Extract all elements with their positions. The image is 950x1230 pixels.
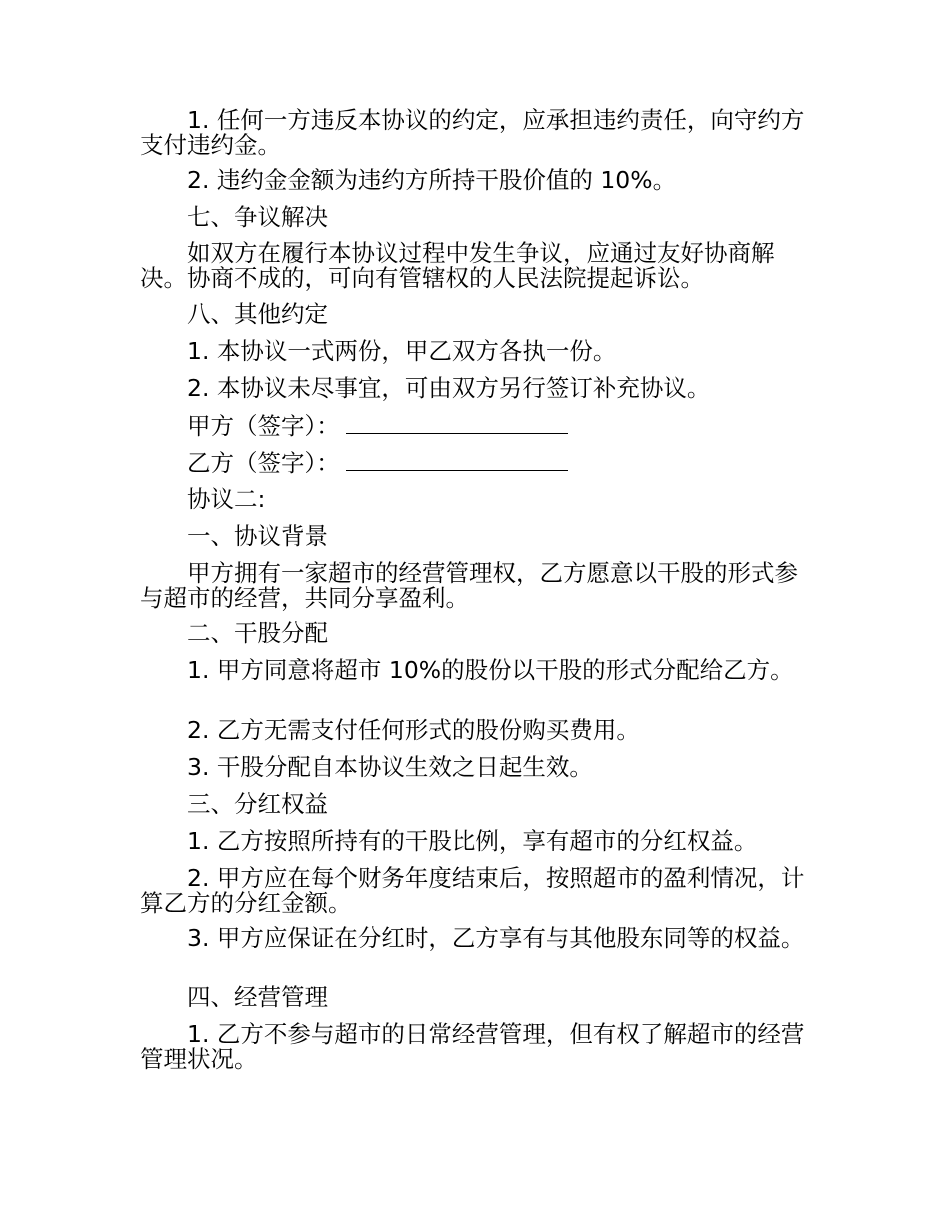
section-heading-dividend: 三、分红权益: [187, 790, 328, 818]
section-heading-other: 八、其他约定: [187, 300, 328, 328]
section-heading-background: 一、协议背景: [187, 522, 328, 550]
party-a-signature-line: [187, 413, 568, 439]
agreement-two-title: 协议二:: [187, 485, 266, 513]
allocation-clause-1: 1. 甲方同意将超市 10%的股份以干股的形式分配给乙方。: [187, 656, 794, 684]
breach-clause-1: 1. 任何一方违反本协议的约定，应承担违约责任，向守约方支付违约金。: [140, 106, 805, 159]
dividend-clause-3: 3. 甲方应保证在分红时，乙方享有与其他股东同等的权益。: [187, 924, 805, 952]
party-b-signature-blank: [346, 450, 568, 471]
breach-clause-2: 2. 违约金金额为违约方所持干股价值的 10%。: [187, 166, 677, 194]
section-heading-share-allocation: 二、干股分配: [187, 619, 328, 647]
party-b-signature-line: [187, 450, 568, 476]
dividend-clause-2: 2. 甲方应在每个财务年度结束后，按照超市的盈利情况，计算乙方的分红金额。: [140, 864, 805, 917]
allocation-clause-3: 3. 干股分配自本协议生效之日起生效。: [187, 753, 593, 781]
dispute-clause: 如双方在履行本协议过程中发生争议，应通过友好协商解决。协商不成的，可向有管辖权的人民法院提起诉讼。: [140, 239, 775, 292]
party-a-signature-blank: [346, 413, 568, 434]
other-clause-1: 1. 本协议一式两份，甲乙双方各执一份。: [187, 337, 617, 365]
section-heading-management: 四、经营管理: [187, 983, 328, 1011]
other-clause-2: 2. 本协议未尽事宜，可由双方另行签订补充协议。: [187, 374, 711, 402]
dividend-clause-1: 1. 乙方按照所持有的干股比例，享有超市的分红权益。: [187, 827, 758, 855]
background-clause: 甲方拥有一家超市的经营管理权，乙方愿意以干股的形式参与超市的经营，共同分享盈利。: [140, 559, 798, 612]
section-heading-dispute: 七、争议解决: [187, 203, 328, 231]
party-b-signature-label: 乙方（签字）：: [187, 449, 340, 477]
party-a-signature-label: 甲方（签字）：: [187, 412, 340, 440]
allocation-clause-2: 2. 乙方无需支付任何形式的股份购买费用。: [187, 716, 640, 744]
management-clause-1: 1. 乙方不参与超市的日常经营管理，但有权了解超市的经营管理状况。: [140, 1020, 805, 1073]
